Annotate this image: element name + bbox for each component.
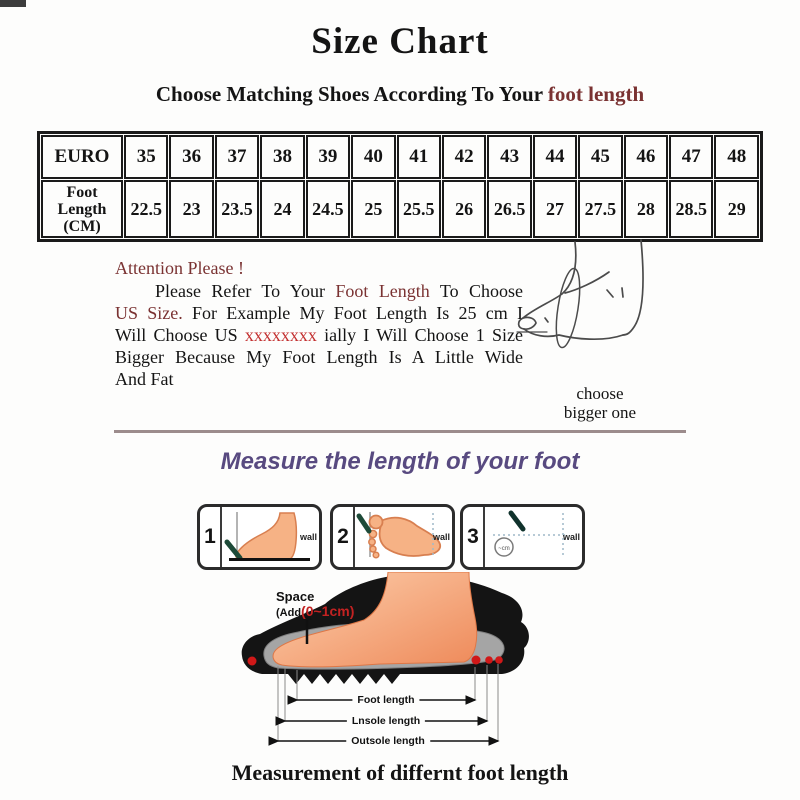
scan-artifact	[0, 0, 26, 7]
subtitle-prefix: Choose Matching Shoes According To Your	[155, 82, 548, 106]
step-number: 2	[333, 507, 355, 567]
cm-circle-label: ~cm	[498, 546, 510, 552]
table-cell: 27	[533, 180, 577, 238]
size-chart-table	[37, 131, 763, 242]
text-segment: ially I Will Choose 1 Size	[316, 325, 523, 345]
footer-caption: Measurement of differnt foot length	[231, 760, 569, 785]
heel-dot-1	[472, 656, 481, 665]
table-cell: 42	[442, 135, 486, 179]
wall-label: wall	[432, 532, 450, 542]
wall-label: wall	[299, 532, 317, 542]
attention-line-3	[115, 324, 523, 346]
table-cell: 22.5	[124, 180, 168, 238]
text-segment: To Choose	[429, 281, 523, 301]
table-cell: 37	[215, 135, 259, 179]
measure-section-heading: Measure the length of your foot	[220, 448, 580, 475]
page-title: Size Chart	[311, 21, 489, 62]
table-cell: 44	[533, 135, 577, 179]
table-cell: 47	[669, 135, 713, 179]
heel-dot-2	[485, 656, 493, 664]
text-segment-maroon: Foot Length	[335, 281, 430, 301]
text-segment-red: xxxxxxxx	[244, 325, 317, 345]
attention-line-4: Bigger Because My Foot Length Is A Little Wide	[115, 347, 523, 367]
table-cell: 45	[578, 135, 622, 179]
table-cell: 26	[442, 180, 486, 238]
table-cell: 39	[306, 135, 350, 179]
sketch-caption	[535, 384, 665, 422]
table-cell: 23.5	[215, 180, 259, 238]
sketch-caption-line2: bigger one	[563, 403, 637, 422]
attention-line-5: And Fat	[115, 369, 174, 389]
table-cell: 24.5	[306, 180, 350, 238]
subtitle-highlight: foot length	[547, 82, 645, 106]
step-panel-3	[460, 504, 585, 570]
space-label-add: (Add	[276, 607, 302, 619]
table-cell: 48	[714, 135, 759, 179]
table-cell: 25	[351, 180, 395, 238]
step-panel-1	[197, 504, 322, 570]
table-row-euro	[41, 135, 759, 179]
outsole-length-label: Outsole length	[346, 735, 430, 747]
attention-line-1	[115, 280, 523, 302]
table-cell: 23	[169, 180, 213, 238]
space-label-line1: Space	[276, 589, 315, 604]
table-cell: 28.5	[669, 180, 713, 238]
subtitle	[0, 82, 800, 107]
row-header-foot-length: Foot Length (CM)	[41, 180, 123, 238]
table-cell: 25.5	[397, 180, 441, 238]
step-panel-2	[330, 504, 455, 570]
sketch-caption-line1: choose	[576, 384, 624, 403]
step-number: 1	[200, 507, 222, 567]
table-cell: 29	[714, 180, 759, 238]
attention-heading: Attention Please !	[115, 258, 244, 278]
row-header-euro: EURO	[41, 135, 123, 179]
text-segment-maroon: US Size.	[115, 303, 183, 323]
wall-label: wall	[562, 532, 580, 542]
foot-length-label: Foot length	[352, 694, 419, 706]
table-cell: 24	[260, 180, 304, 238]
table-cell: 40	[351, 135, 395, 179]
foot-girth-sketch-illustration	[515, 238, 705, 373]
heel-dot-3	[495, 656, 503, 664]
table-cell: 27.5	[578, 180, 622, 238]
table-cell: 28	[624, 180, 668, 238]
table-cell: 43	[487, 135, 531, 179]
text-segment: Will Choose US	[115, 325, 245, 345]
space-label	[276, 590, 354, 620]
table-cell: 36	[169, 135, 213, 179]
table-cell: 46	[624, 135, 668, 179]
table-row-foot-length	[41, 180, 759, 238]
table-cell: 38	[260, 135, 304, 179]
text-segment: Please Refer To Your	[155, 281, 336, 301]
text-segment: For Example My Foot Length Is 25 cm I	[182, 303, 524, 323]
step-number: 3	[463, 507, 485, 567]
attention-block	[115, 257, 523, 390]
attention-line-2	[115, 302, 523, 324]
table-cell: 41	[397, 135, 441, 179]
table-cell: 35	[124, 135, 168, 179]
space-label-range: (0~1cm)	[301, 603, 355, 619]
insole-length-label: Lnsole length	[347, 715, 425, 727]
toe-dot	[248, 657, 257, 666]
table-cell: 26.5	[487, 180, 531, 238]
section-divider	[114, 430, 686, 433]
